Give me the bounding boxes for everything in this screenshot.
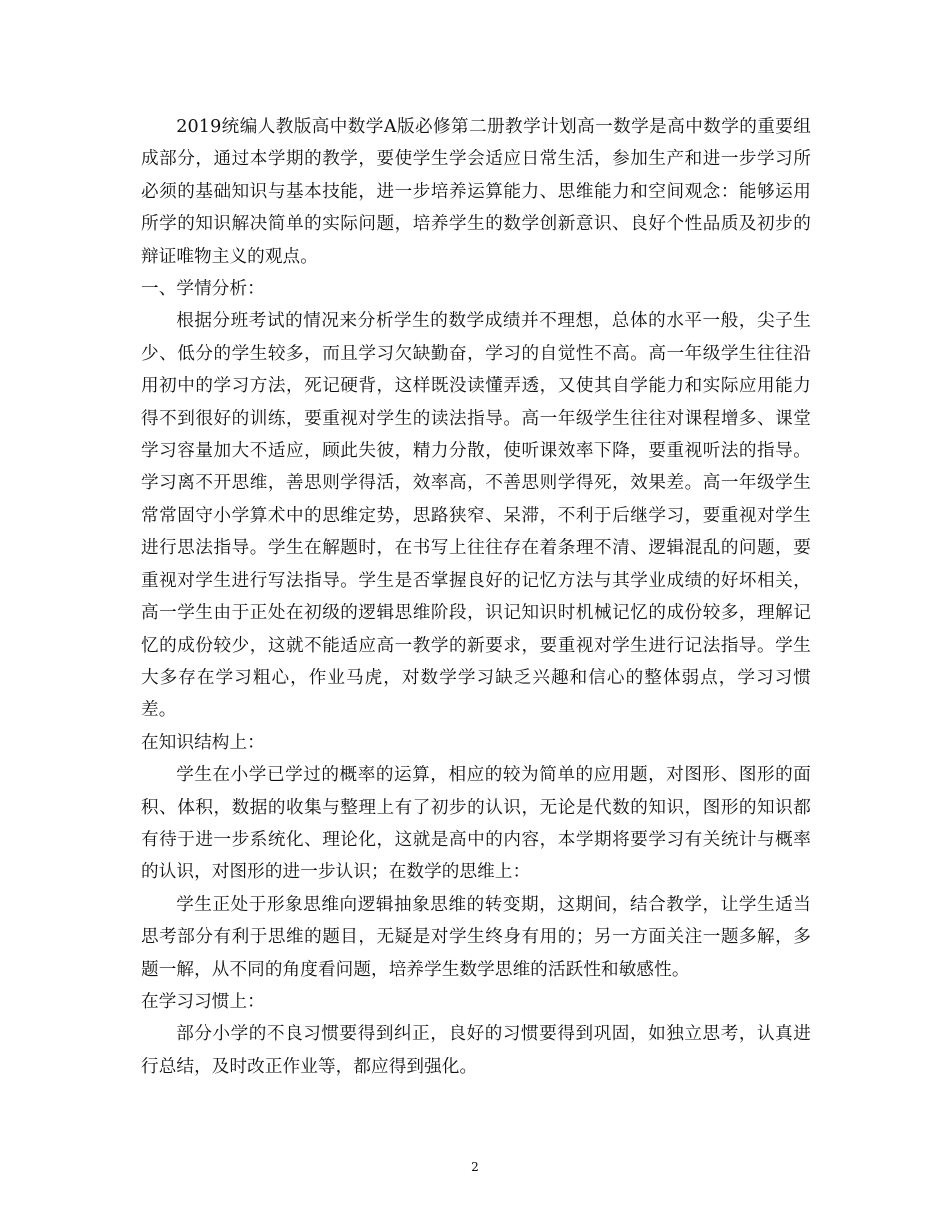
study-habits-paragraph: 部分小学的不良习惯要得到纠正，良好的习惯要得到巩固，如独立思考，认真进行总结，及时改正作业等，都应得到强化。 [141,1024,811,1077]
document-body [141,111,811,1083]
student-analysis-paragraph: 根据分班考试的情况来分析学生的数学成绩并不理想，总体的水平一般，尖子生少、低分的学生较多，而且学习欠缺勤奋，学习的自觉性不高。高一年级学生往往沿用初中的学习方法，死记硬背，这样既没读懂弄透，又使其自学能力和实际应用能力得不到很好的训练，要重视对学生的读法指导。高一年级学生往往对课程增多、课堂学习容量加大不适应，顾此失彼，精力分散，使听课效率下降，要重视听法的指导。学习离不开思维，善思则学得活，效率高，不善思则学得死，效果差。高一年级学生常常固守小学算术中的思维定势，思路狭窄、呆滞，不利于后继学习，要重视对学生进行思法指导。学生在解题时，在书写上往往存在着条理不清、逻辑混乱的问题，要重视对学生进行写法指导。学生是否掌握良好的记忆方法与其学业成绩的好坏相关，高一学生由于正处在初级的逻辑思维阶段，识记知识时机械记忆的成份较多，理解记忆的成份较少，这就不能适应高一教学的新要求，要重视对学生进行记法指导。学生大多存在学习粗心，作业马虎，对数学学习缺乏兴趣和信心的整体弱点，学习习惯差。 [141,311,811,721]
thinking-paragraph: 学生正处于形象思维向逻辑抽象思维的转变期，这期间，结合教学，让学生适当思考部分有利于思维的题目，无疑是对学生终身有用的；另一方面关注一题多解，多题一解，从不同的角度看问题，培养学生数学思维的活跃性和敏感性。 [141,894,811,980]
intro-paragraph: 2019统编人教版高中数学A版必修第二册教学计划高一数学是高中数学的重要组成部分，通过本学期的教学，要使学生学会适应日常生活，参加生产和进一步学习所必须的基础知识与基本技能，进一步培养运算能力、思维能力和空间观念：能够运用所学的知识解决简单的实际问题，培养学生的数学创新意识、良好个性品质及初步的辩证唯物主义的观点。 [141,117,811,267]
knowledge-structure-paragraph: 学生在小学已学过的概率的运算，相应的较为简单的应用题，对图形、图形的面积、体积，数据的收集与整理上有了初步的认识，无论是代数的知识，图形的知识都有待于进一步系统化、理论化，这就是高中的内容，本学期将要学习有关统计与概率的认识，对图形的进一步认识；在数学的思维上： [141,765,811,883]
section-heading-knowledge-structure: 在知识结构上： [141,732,265,753]
section-heading-study-habits: 在学习习惯上： [141,991,265,1012]
section-heading-student-analysis: 一、学情分析： [141,279,265,300]
page-number: 2 [471,1160,479,1174]
